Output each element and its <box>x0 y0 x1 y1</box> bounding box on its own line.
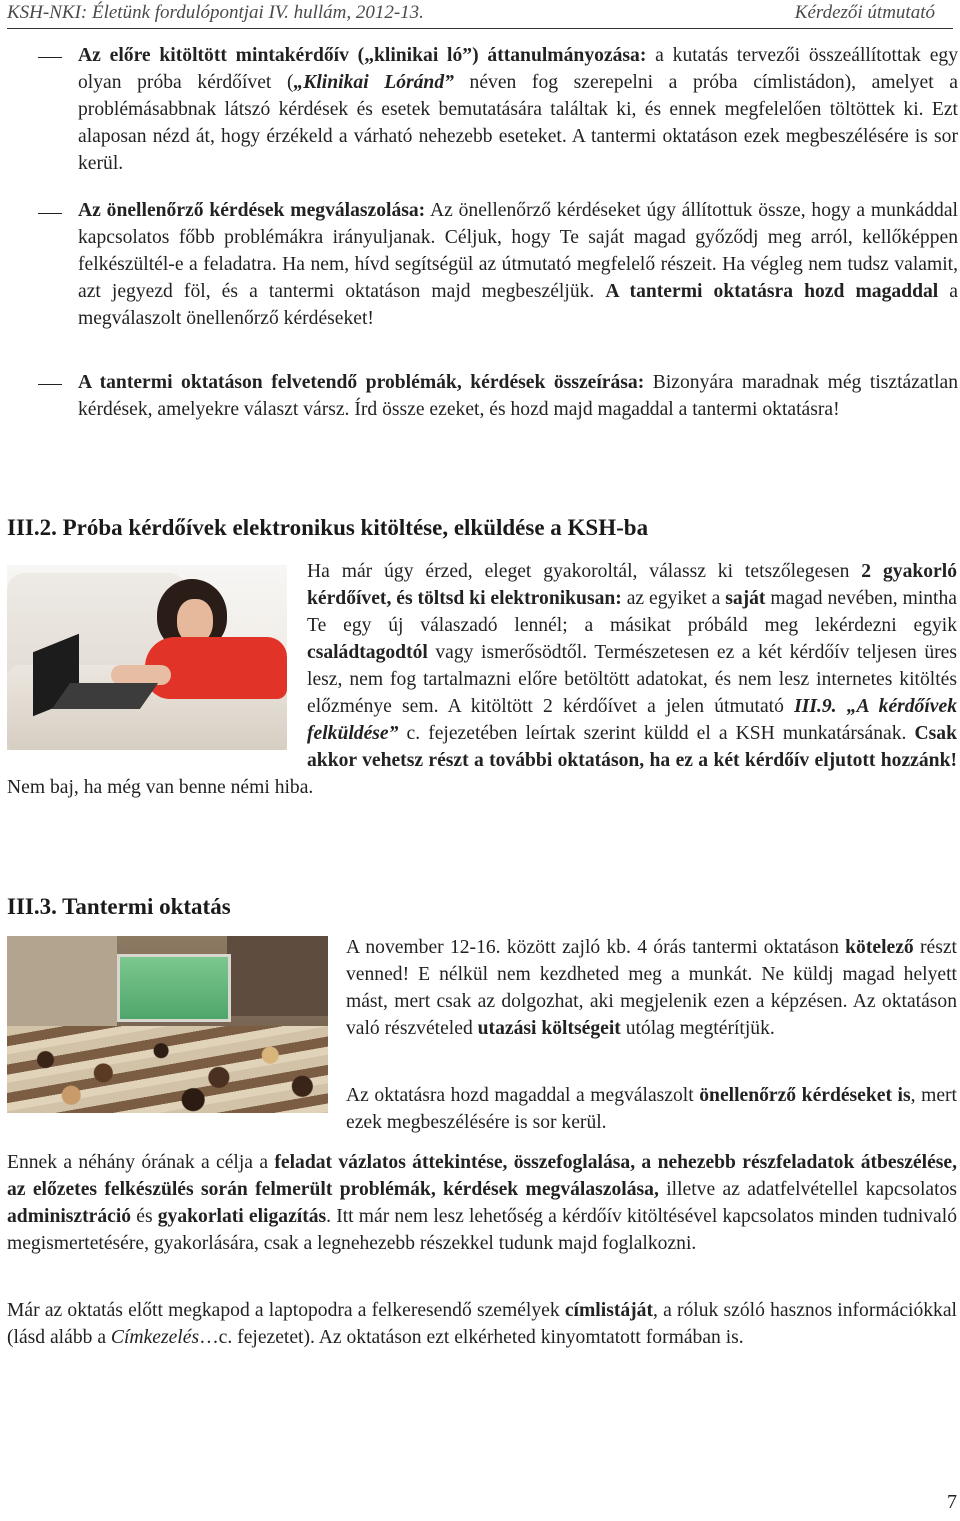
header-rule <box>7 28 953 29</box>
bullet-item: A tantermi oktatáson felvetendő problémák, kérdések összeírása: Bizonyára maradnak még tisztázatlan kérdések, amelyekre választ vársz. Írd össze ezeket, és hozd majd magaddal a tantermi oktatásra! <box>78 372 959 420</box>
bullet-lead: Az előre kitöltött mintakérdőív („klinikai ló”) áttanulmányozása: <box>78 45 647 66</box>
bullet-lead: A tantermi oktatáson felvetendő problémák, kérdések összeírása: <box>78 372 645 393</box>
section-heading: III.2. Próba kérdőívek elektronikus kitöltése, elküldése a KSH-ba <box>7 515 649 540</box>
bullet-dash <box>38 213 62 214</box>
section2-paragraph: Ha már úgy érzed, eleget gyakoroltál, válassz ki tetszőlegesen 2 gyakorló kérdőívet, és töltsd ki elektronikusan: az egyiket a saját magad nevében, mintha Te egy új válaszadó lennél; a másikat próbáld meg lekérdezni egyik családtagodtól vagy ismerősödtől. Természetesen ez a két kérdőív teljesen üres lesz, nem fog tartalmazni előre betöltött adatokat, és nem lesz internetes kitöltés előzménye sem. A kitöltött 2 kérdőívet a jelen útmutató III.9. „A kérdőívek felküldése” c. fejezetében leírtak szerint küldd el a KSH munkatársának. Csak akkor vehetsz részt a további oktatáson, ha ez a két kérdőív eljutott hozzánk! Nem baj, ha még van benne némi hiba. <box>7 561 957 798</box>
running-header <box>7 2 953 28</box>
bullet-item: Az előre kitöltött mintakérdőív („klinikai ló”) áttanulmányozása: a kutatás tervezői összeállítottak egy olyan próba kérdőívet („Klinikai Lóránd” néven fog szerepelni a próba címlistádon), amelyet a problémásabbnak látszó kérdések és esetek bemutatására találtak ki, és ennek megfelelően töltöttek ki. Ezt alaposan nézd át, hogy érzékeld a várható nehezebb eseteket. A tantermi oktatáson ezek megbeszélésére is sor kerül. <box>78 45 958 174</box>
bullet-dash <box>38 384 62 385</box>
page-number: 7 <box>947 1491 957 1513</box>
classroom-photo <box>7 936 328 1113</box>
section-heading: III.3. Tantermi oktatás <box>7 894 231 919</box>
bullet-dash <box>38 57 62 58</box>
bullet-item: Az önellenőrző kérdések megválaszolása: Az önellenőrző kérdéseket úgy állítottuk össze, hogy a munkáddal kapcsolatos főbb problémákra irányuljanak. Céljuk, hogy Te saját magad győződj meg arról, kellőképpen felkészültél-e a feladatra. Ha nem, hívd segítségül az útmutató megfelelő részeit. Ha végleg nem tudsz valamit, azt jegyezd föl, és a tantermi oktatáson majd megbeszéljük. A tantermi oktatásra hozd magaddal a megválaszolt önellenőrző kérdéseket! <box>78 200 959 329</box>
projector-screen <box>117 954 231 1022</box>
bullet-lead: Az önellenőrző kérdések megválaszolása: <box>78 200 426 221</box>
header-right: Kérdezői útmutató <box>794 2 935 23</box>
header-left: KSH-NKI: Életünk fordulópontjai IV. hullám, 2012-13. <box>7 2 424 23</box>
section3-paragraph-1: A november 12-16. között zajló kb. 4 órás tantermi oktatáson kötelező részt venned! E nélkül nem kezdheted meg a munkát. Ne küldj magad helyett mást, mert csak az dolgozhat, aki megjelenik ezen a képzésen. Az oktatáson való részvételed utazási költségeit utólag megtérítjük. <box>346 937 957 1039</box>
section3-paragraph-3: Ennek a néhány órának a célja a feladat vázlatos áttekintése, összefoglalása, a nehezebb részfeladatok átbeszélése, az előzetes felkészülés során felmerült problémák, kérdések megválaszolása, illetve az adatfelvétellel kapcsolatos adminisztráció és gyakorlati eligazítás. Itt már nem lesz lehetőség a kérdőív kitöltésével kapcsolatos minden tudnivaló megismertetésére, gyakorlására, csak a legnehezebb részekkel tudunk majd foglalkozni. <box>7 1152 957 1254</box>
section3-paragraph-4: Már az oktatás előtt megkapod a laptopodra a felkeresendő személyek címlistáját, a róluk szóló hasznos információkkal (lásd alább a Címkezelés…c. fejezetet). Az oktatáson ezt elkérheted kinyomtatott formában is. <box>7 1300 957 1348</box>
section3-paragraph-2: Az oktatásra hozd magaddal a megválaszolt önellenőrző kérdéseket is, mert ezek megbeszélésére is sor kerül. <box>346 1085 957 1133</box>
